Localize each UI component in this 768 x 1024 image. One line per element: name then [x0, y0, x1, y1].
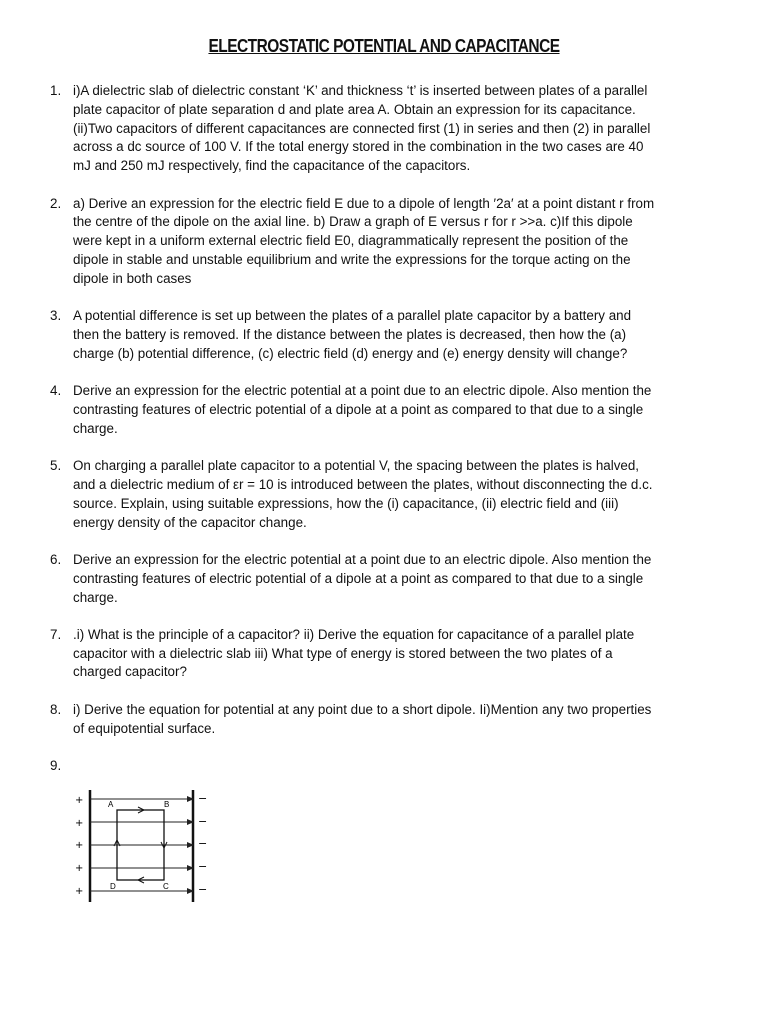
minus-sign: −	[198, 860, 208, 873]
plus-sign: +	[75, 840, 84, 851]
question-list	[48, 82, 678, 774]
question-text: a) Derive an expression for the electric field E due to a dipole of length ′2a′ at a point distant r from the centre of the dipole on the axial line. b) Draw a graph of E versus r for r >>a. c)If this dipole were kept in a uniform external electric field E0, diagrammatically represent the position of the dipole in stable and unstable equilibrium and write the expressions for the torque acting on the dipole in both cases	[73, 195, 655, 286]
question-number: 7.	[50, 626, 62, 642]
corner-label-b: B	[164, 800, 170, 809]
question-number: 2.	[50, 195, 62, 211]
page-title: ELECTROSTATIC POTENTIAL AND CAPACITANCE	[208, 36, 560, 56]
corner-label-d: D	[110, 882, 116, 891]
question-number: 1.	[50, 83, 62, 98]
question-text: i)A dielectric slab of dielectric constant ‘K’ and thickness ‘t’ is inserted between plates of a parallel plate capacitor of plate separation d and plate area A. Obtain an expression for its capacitance. (ii)Two capacitors of different capacitances are connected first (1) in series and then (2) in parallel across a dc source of 100 V. If the total energy stored in the combination in the two cases are 40 mJ and 250 mJ respectively, find the capacitance of the capacitors.	[73, 83, 651, 174]
question-item	[48, 195, 678, 289]
corner-label-a: A	[108, 800, 114, 809]
question-text: A potential difference is set up between the plates of a parallel plate capacitor by a battery and then the battery is removed. If the distance between the plates is decreased, then how the (a) charge (b) potential difference, (c) electric field (d) energy and (e) energy density will change?	[73, 308, 632, 361]
question-text: Derive an expression for the electric potential at a point due to an electric dipole. Also mention the contrasting features of electric potential of a dipole at a point as compared to that due to a single charge.	[73, 383, 652, 436]
plus-sign: +	[75, 818, 84, 829]
question-text: .i) What is the principle of a capacitor? ii) Derive the equation for capacitance of a parallel plate capacitor with a dielectric slab iii) What type of energy is stored between the two plates of a charged capacitor?	[73, 626, 635, 680]
minus-sign: −	[198, 815, 208, 828]
minus-sign: −	[198, 837, 208, 850]
minus-sign: −	[198, 792, 208, 805]
plus-sign: +	[75, 863, 84, 874]
question-number: 6.	[50, 551, 62, 567]
plus-sign: +	[75, 795, 84, 806]
question-number: 5.	[50, 458, 62, 474]
question-text: On charging a parallel plate capacitor to a potential V, the spacing between the plates is halved, and a dielectric medium of εr = 10 is introduced between the plates, without disconnecting the d.c. source. Explain, using suitable expressions, how the (i) capacitance, (ii) electric field and (iii) energy density of the capacitor change.	[73, 458, 653, 530]
plus-sign: +	[75, 886, 84, 897]
corner-label-c: C	[163, 882, 169, 891]
question-item	[48, 626, 678, 682]
question-item	[48, 82, 678, 176]
question-number: 8.	[50, 701, 62, 717]
question-item	[48, 382, 678, 438]
capacitor-field-diagram	[70, 788, 215, 906]
question-text: Derive an expression for the electric potential at a point due to an electric dipole. Also mention the contrasting features of electric potential of a dipole at a point as compared to that due to a single charge.	[73, 551, 652, 605]
question-item	[48, 457, 678, 532]
question-text: i) Derive the equation for potential at any point due to a short dipole. Ii)Mention any two properties of equipotential surface.	[73, 701, 652, 736]
question-number: 4.	[50, 383, 62, 399]
question-item	[48, 701, 678, 739]
question-number: 3.	[50, 308, 62, 324]
question-item	[48, 307, 678, 363]
question-item	[48, 551, 678, 607]
question-number: 9.	[50, 758, 62, 774]
minus-sign: −	[198, 883, 208, 896]
